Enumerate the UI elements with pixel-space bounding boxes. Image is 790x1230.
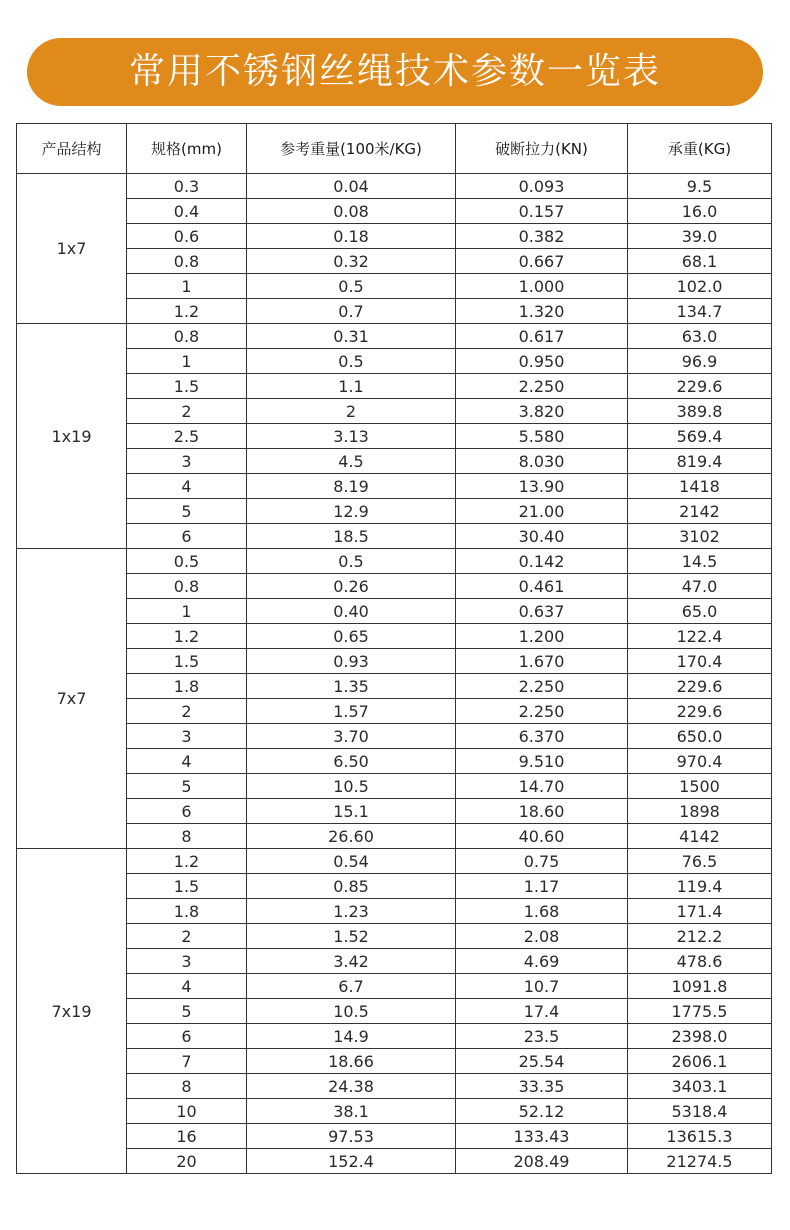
weight-cell: 6.50 xyxy=(247,749,456,774)
weight-cell: 1.35 xyxy=(247,674,456,699)
load-cell: 122.4 xyxy=(628,624,772,649)
breaking-force-cell: 8.030 xyxy=(456,449,628,474)
load-cell: 47.0 xyxy=(628,574,772,599)
load-cell: 96.9 xyxy=(628,349,772,374)
breaking-force-cell: 0.461 xyxy=(456,574,628,599)
load-cell: 2398.0 xyxy=(628,1024,772,1049)
spec-cell: 1.2 xyxy=(127,849,247,874)
weight-cell: 0.31 xyxy=(247,324,456,349)
table-row xyxy=(17,274,772,299)
breaking-force-cell: 9.510 xyxy=(456,749,628,774)
load-cell: 2606.1 xyxy=(628,1049,772,1074)
table-row xyxy=(17,599,772,624)
spec-cell: 3 xyxy=(127,724,247,749)
table-row xyxy=(17,699,772,724)
load-cell: 1500 xyxy=(628,774,772,799)
spec-cell: 0.5 xyxy=(127,549,247,574)
weight-cell: 12.9 xyxy=(247,499,456,524)
spec-cell: 0.6 xyxy=(127,224,247,249)
load-cell: 650.0 xyxy=(628,724,772,749)
table-row xyxy=(17,724,772,749)
weight-cell: 0.7 xyxy=(247,299,456,324)
load-cell: 970.4 xyxy=(628,749,772,774)
load-cell: 819.4 xyxy=(628,449,772,474)
table-row xyxy=(17,674,772,699)
breaking-force-cell: 1.000 xyxy=(456,274,628,299)
spec-cell: 1 xyxy=(127,599,247,624)
breaking-force-cell: 13.90 xyxy=(456,474,628,499)
spec-cell: 6 xyxy=(127,524,247,549)
weight-cell: 2 xyxy=(247,399,456,424)
table-row xyxy=(17,224,772,249)
breaking-force-cell: 1.17 xyxy=(456,874,628,899)
table-row xyxy=(17,624,772,649)
load-cell: 171.4 xyxy=(628,899,772,924)
breaking-force-cell: 4.69 xyxy=(456,949,628,974)
load-cell: 2142 xyxy=(628,499,772,524)
load-cell: 63.0 xyxy=(628,324,772,349)
weight-cell: 18.66 xyxy=(247,1049,456,1074)
breaking-force-cell: 23.5 xyxy=(456,1024,628,1049)
page-title: 常用不锈钢丝绳技术参数一览表 xyxy=(128,51,661,92)
weight-cell: 15.1 xyxy=(247,799,456,824)
load-cell: 1898 xyxy=(628,799,772,824)
weight-cell: 26.60 xyxy=(247,824,456,849)
weight-cell: 10.5 xyxy=(247,774,456,799)
weight-cell: 0.5 xyxy=(247,549,456,574)
load-cell: 102.0 xyxy=(628,274,772,299)
load-cell: 229.6 xyxy=(628,699,772,724)
spec-cell: 1 xyxy=(127,349,247,374)
header-breaking-force: 破断拉力(KN) xyxy=(456,124,628,174)
spec-cell: 3 xyxy=(127,449,247,474)
table-row xyxy=(17,774,772,799)
breaking-force-cell: 1.200 xyxy=(456,624,628,649)
table-row xyxy=(17,424,772,449)
spec-cell: 6 xyxy=(127,1024,247,1049)
breaking-force-cell: 17.4 xyxy=(456,999,628,1024)
breaking-force-cell: 0.637 xyxy=(456,599,628,624)
structure-cell: 1x19 xyxy=(17,324,127,549)
spec-cell: 2 xyxy=(127,699,247,724)
table-row xyxy=(17,899,772,924)
weight-cell: 14.9 xyxy=(247,1024,456,1049)
spec-cell: 5 xyxy=(127,499,247,524)
spec-cell: 2.5 xyxy=(127,424,247,449)
load-cell: 1775.5 xyxy=(628,999,772,1024)
breaking-force-cell: 0.157 xyxy=(456,199,628,224)
weight-cell: 3.70 xyxy=(247,724,456,749)
table-row xyxy=(17,649,772,674)
header-row xyxy=(17,124,772,174)
weight-cell: 10.5 xyxy=(247,999,456,1024)
spec-cell: 4 xyxy=(127,974,247,999)
load-cell: 1418 xyxy=(628,474,772,499)
weight-cell: 1.57 xyxy=(247,699,456,724)
load-cell: 39.0 xyxy=(628,224,772,249)
weight-cell: 6.7 xyxy=(247,974,456,999)
table-row xyxy=(17,524,772,549)
breaking-force-cell: 1.320 xyxy=(456,299,628,324)
breaking-force-cell: 1.68 xyxy=(456,899,628,924)
spec-cell: 5 xyxy=(127,774,247,799)
table-row xyxy=(17,449,772,474)
spec-table xyxy=(16,123,772,1174)
breaking-force-cell: 0.667 xyxy=(456,249,628,274)
structure-cell: 7x7 xyxy=(17,549,127,849)
spec-cell: 1 xyxy=(127,274,247,299)
weight-cell: 0.5 xyxy=(247,349,456,374)
weight-cell: 0.32 xyxy=(247,249,456,274)
load-cell: 13615.3 xyxy=(628,1124,772,1149)
table-row xyxy=(17,1024,772,1049)
spec-cell: 10 xyxy=(127,1099,247,1124)
load-cell: 134.7 xyxy=(628,299,772,324)
weight-cell: 1.23 xyxy=(247,899,456,924)
table-row xyxy=(17,199,772,224)
spec-cell: 1.8 xyxy=(127,674,247,699)
breaking-force-cell: 2.250 xyxy=(456,674,628,699)
spec-cell: 2 xyxy=(127,399,247,424)
load-cell: 68.1 xyxy=(628,249,772,274)
breaking-force-cell: 25.54 xyxy=(456,1049,628,1074)
load-cell: 229.6 xyxy=(628,374,772,399)
table-row xyxy=(17,749,772,774)
spec-cell: 2 xyxy=(127,924,247,949)
load-cell: 3102 xyxy=(628,524,772,549)
weight-cell: 0.40 xyxy=(247,599,456,624)
table-row xyxy=(17,574,772,599)
load-cell: 65.0 xyxy=(628,599,772,624)
header-weight: 参考重量(100米/KG) xyxy=(247,124,456,174)
breaking-force-cell: 40.60 xyxy=(456,824,628,849)
spec-cell: 16 xyxy=(127,1124,247,1149)
spec-cell: 3 xyxy=(127,949,247,974)
breaking-force-cell: 0.142 xyxy=(456,549,628,574)
breaking-force-cell: 10.7 xyxy=(456,974,628,999)
breaking-force-cell: 2.250 xyxy=(456,374,628,399)
spec-cell: 4 xyxy=(127,749,247,774)
header-spec: 规格(mm) xyxy=(127,124,247,174)
load-cell: 569.4 xyxy=(628,424,772,449)
load-cell: 16.0 xyxy=(628,199,772,224)
breaking-force-cell: 6.370 xyxy=(456,724,628,749)
spec-cell: 0.8 xyxy=(127,574,247,599)
spec-cell: 1.2 xyxy=(127,299,247,324)
header-structure: 产品结构 xyxy=(17,124,127,174)
breaking-force-cell: 33.35 xyxy=(456,1074,628,1099)
breaking-force-cell: 52.12 xyxy=(456,1099,628,1124)
load-cell: 14.5 xyxy=(628,549,772,574)
weight-cell: 24.38 xyxy=(247,1074,456,1099)
breaking-force-cell: 0.617 xyxy=(456,324,628,349)
spec-cell: 1.5 xyxy=(127,649,247,674)
load-cell: 4142 xyxy=(628,824,772,849)
structure-cell: 7x19 xyxy=(17,849,127,1174)
spec-cell: 1.2 xyxy=(127,624,247,649)
weight-cell: 0.08 xyxy=(247,199,456,224)
breaking-force-cell: 2.08 xyxy=(456,924,628,949)
table-row xyxy=(17,1099,772,1124)
table-row xyxy=(17,349,772,374)
load-cell: 389.8 xyxy=(628,399,772,424)
table-row xyxy=(17,549,772,574)
weight-cell: 3.42 xyxy=(247,949,456,974)
table-row xyxy=(17,799,772,824)
spec-cell: 8 xyxy=(127,824,247,849)
weight-cell: 0.04 xyxy=(247,174,456,199)
load-cell: 5318.4 xyxy=(628,1099,772,1124)
breaking-force-cell: 208.49 xyxy=(456,1149,628,1174)
load-cell: 9.5 xyxy=(628,174,772,199)
table-row xyxy=(17,924,772,949)
table-row xyxy=(17,1149,772,1174)
table-row xyxy=(17,174,772,199)
load-cell: 119.4 xyxy=(628,874,772,899)
breaking-force-cell: 133.43 xyxy=(456,1124,628,1149)
weight-cell: 18.5 xyxy=(247,524,456,549)
breaking-force-cell: 1.670 xyxy=(456,649,628,674)
weight-cell: 3.13 xyxy=(247,424,456,449)
load-cell: 229.6 xyxy=(628,674,772,699)
weight-cell: 0.26 xyxy=(247,574,456,599)
weight-cell: 0.85 xyxy=(247,874,456,899)
spec-cell: 4 xyxy=(127,474,247,499)
load-cell: 478.6 xyxy=(628,949,772,974)
table-row xyxy=(17,1049,772,1074)
weight-cell: 0.18 xyxy=(247,224,456,249)
weight-cell: 0.93 xyxy=(247,649,456,674)
breaking-force-cell: 0.950 xyxy=(456,349,628,374)
load-cell: 3403.1 xyxy=(628,1074,772,1099)
table-row xyxy=(17,374,772,399)
breaking-force-cell: 2.250 xyxy=(456,699,628,724)
weight-cell: 0.5 xyxy=(247,274,456,299)
spec-cell: 0.8 xyxy=(127,324,247,349)
load-cell: 212.2 xyxy=(628,924,772,949)
spec-cell: 8 xyxy=(127,1074,247,1099)
load-cell: 76.5 xyxy=(628,849,772,874)
load-cell: 21274.5 xyxy=(628,1149,772,1174)
breaking-force-cell: 0.093 xyxy=(456,174,628,199)
breaking-force-cell: 0.382 xyxy=(456,224,628,249)
table-row xyxy=(17,1074,772,1099)
weight-cell: 8.19 xyxy=(247,474,456,499)
weight-cell: 38.1 xyxy=(247,1099,456,1124)
breaking-force-cell: 18.60 xyxy=(456,799,628,824)
breaking-force-cell: 0.75 xyxy=(456,849,628,874)
table-row xyxy=(17,874,772,899)
breaking-force-cell: 5.580 xyxy=(456,424,628,449)
spec-cell: 1.5 xyxy=(127,374,247,399)
table-row xyxy=(17,824,772,849)
spec-cell: 20 xyxy=(127,1149,247,1174)
load-cell: 170.4 xyxy=(628,649,772,674)
spec-cell: 0.8 xyxy=(127,249,247,274)
weight-cell: 0.54 xyxy=(247,849,456,874)
table-row xyxy=(17,499,772,524)
table-row xyxy=(17,399,772,424)
table-row xyxy=(17,949,772,974)
table-row xyxy=(17,474,772,499)
structure-cell: 1x7 xyxy=(17,174,127,324)
header-load: 承重(KG) xyxy=(628,124,772,174)
table-row xyxy=(17,299,772,324)
weight-cell: 152.4 xyxy=(247,1149,456,1174)
spec-cell: 1.5 xyxy=(127,874,247,899)
spec-cell: 6 xyxy=(127,799,247,824)
table-row xyxy=(17,999,772,1024)
weight-cell: 97.53 xyxy=(247,1124,456,1149)
weight-cell: 0.65 xyxy=(247,624,456,649)
breaking-force-cell: 21.00 xyxy=(456,499,628,524)
table-row xyxy=(17,849,772,874)
table-row xyxy=(17,974,772,999)
table-row xyxy=(17,324,772,349)
weight-cell: 4.5 xyxy=(247,449,456,474)
table-row xyxy=(17,249,772,274)
breaking-force-cell: 14.70 xyxy=(456,774,628,799)
table-row xyxy=(17,1124,772,1149)
spec-cell: 7 xyxy=(127,1049,247,1074)
title-banner xyxy=(27,38,763,106)
load-cell: 1091.8 xyxy=(628,974,772,999)
spec-cell: 1.8 xyxy=(127,899,247,924)
weight-cell: 1.52 xyxy=(247,924,456,949)
spec-cell: 5 xyxy=(127,999,247,1024)
spec-table-body xyxy=(17,174,772,1174)
spec-cell: 0.3 xyxy=(127,174,247,199)
weight-cell: 1.1 xyxy=(247,374,456,399)
breaking-force-cell: 30.40 xyxy=(456,524,628,549)
breaking-force-cell: 3.820 xyxy=(456,399,628,424)
spec-cell: 0.4 xyxy=(127,199,247,224)
